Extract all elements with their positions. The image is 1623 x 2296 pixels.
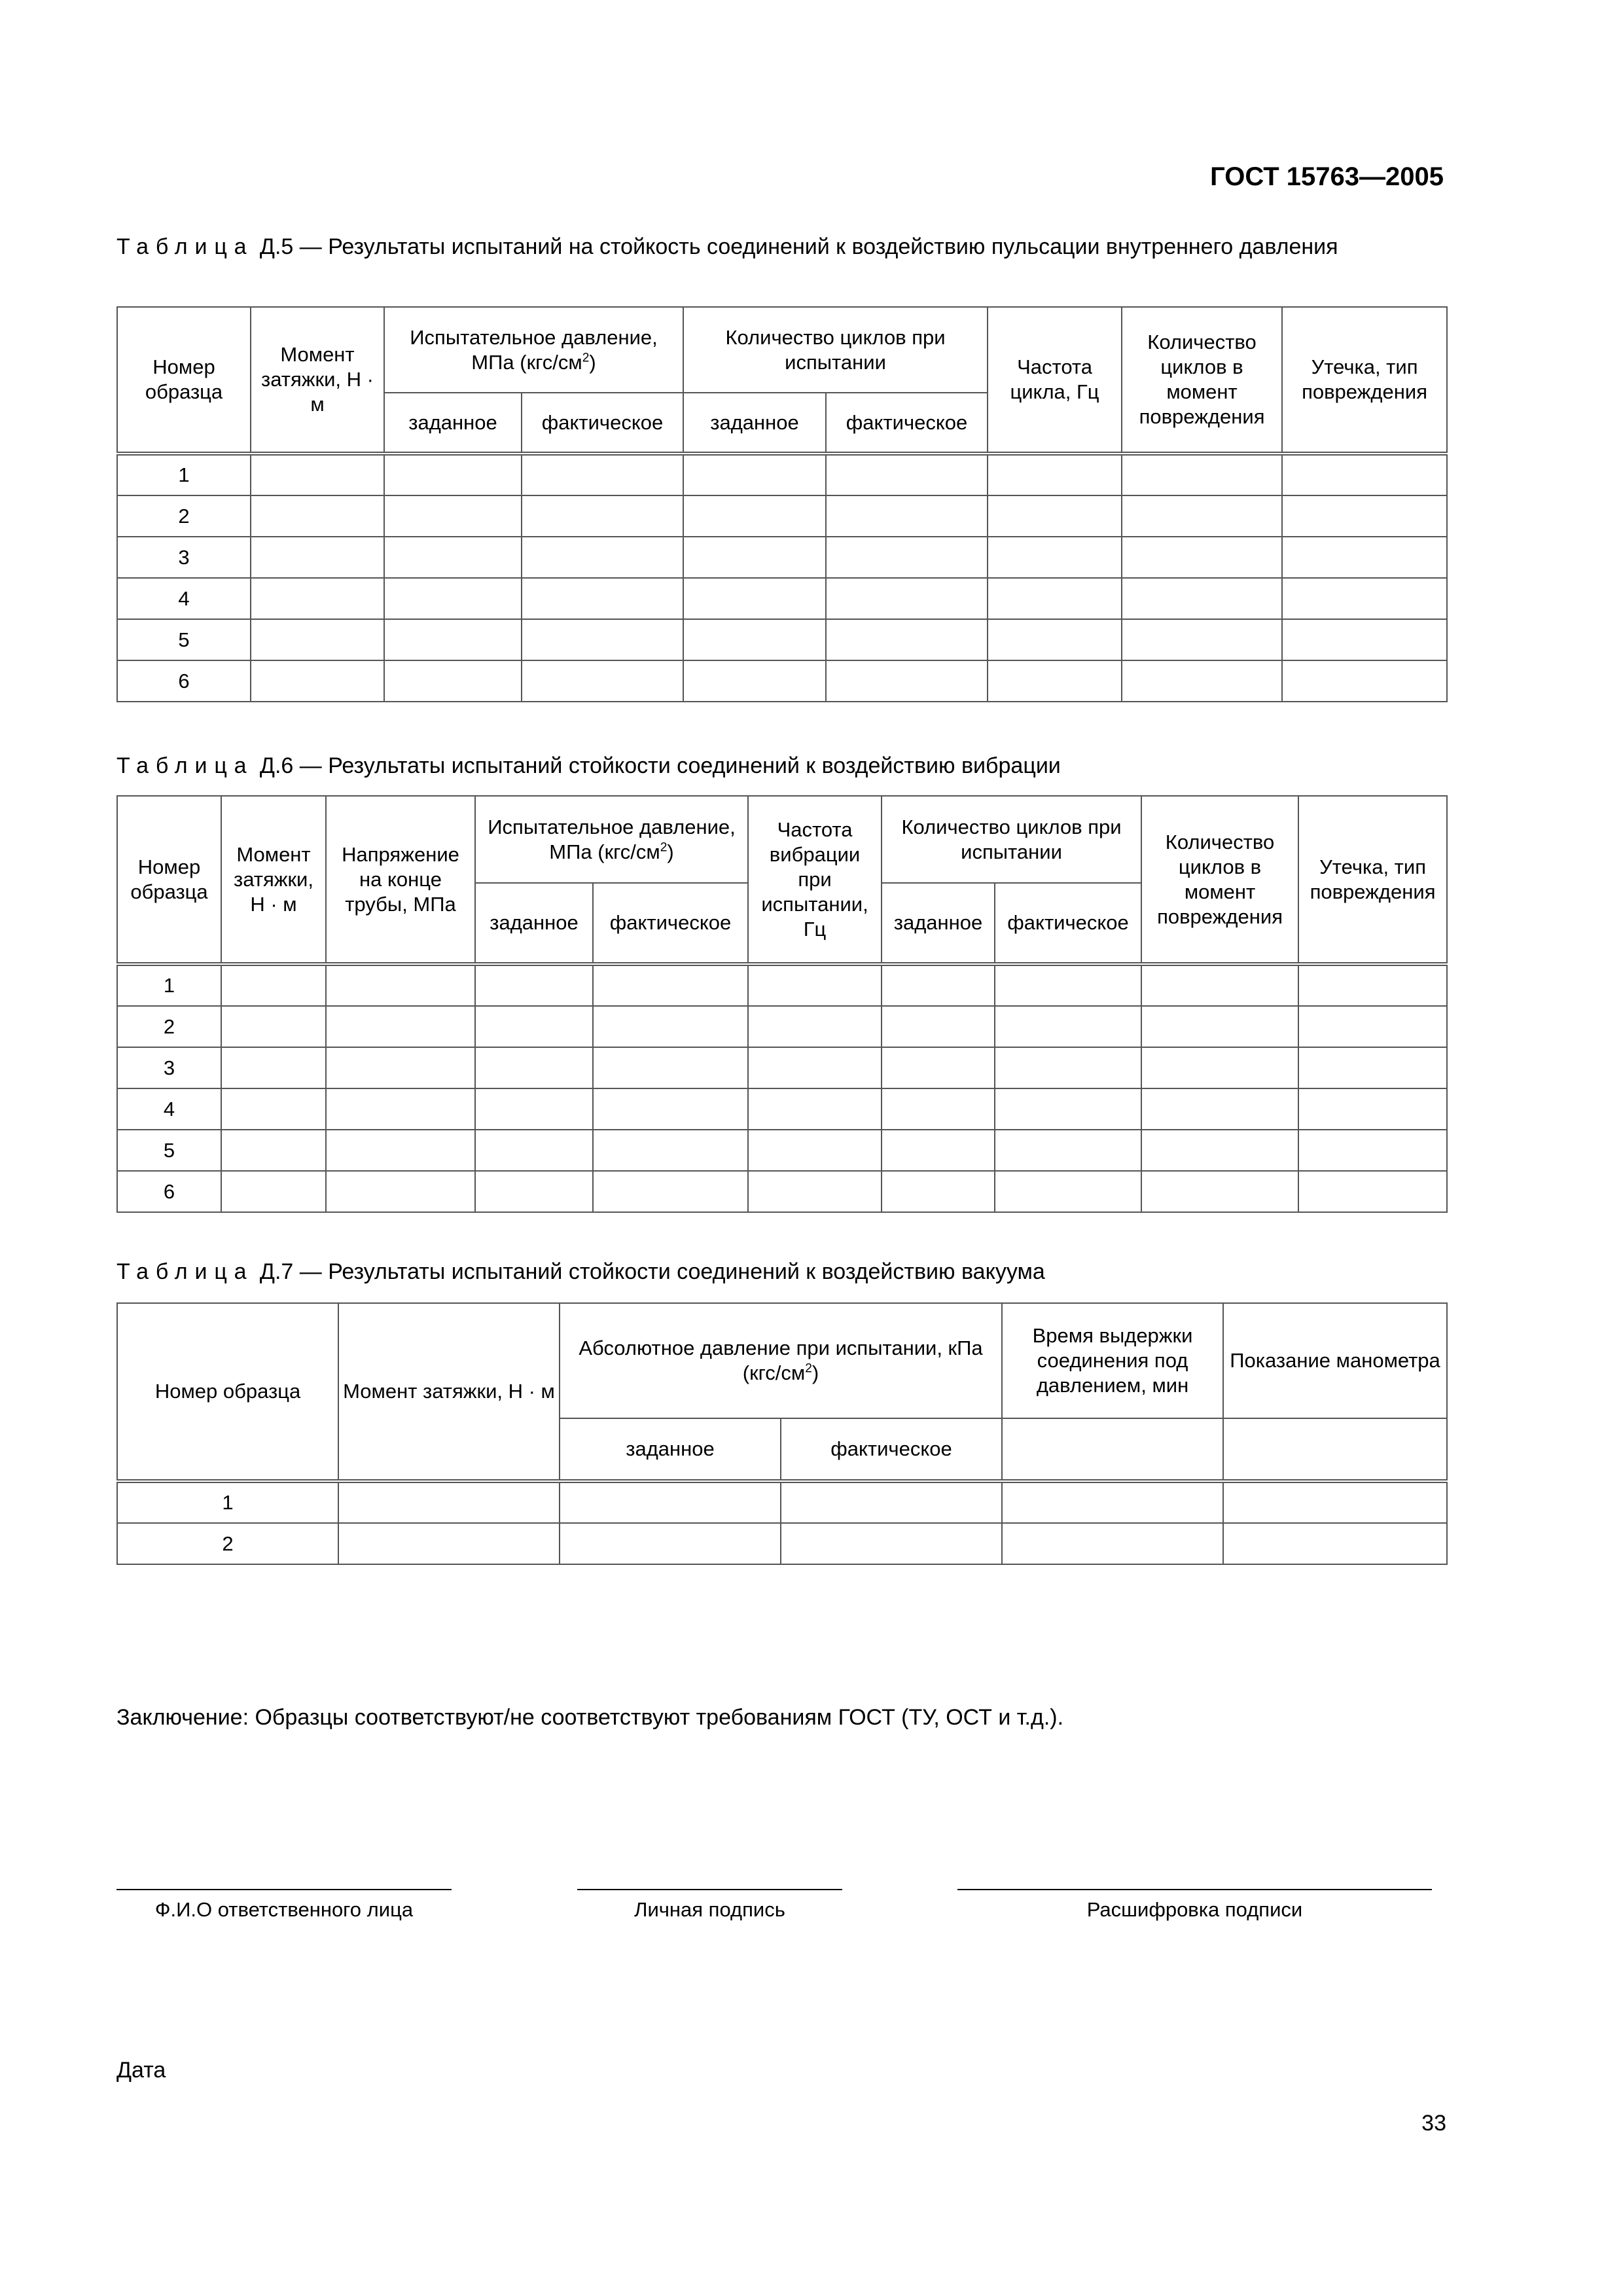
t6-header-leak: Утечка, тип повреждения bbox=[1298, 796, 1447, 964]
table-d7-caption bbox=[116, 1259, 1446, 1285]
table-d5-caption-word: Таблица bbox=[116, 234, 254, 259]
t6-sub-actual-pressure: фактическое bbox=[593, 883, 748, 964]
table-d7-caption-word: Таблица bbox=[116, 1259, 254, 1284]
row-number: 2 bbox=[117, 1523, 338, 1564]
t6-header-pressure: Испытательное давление, МПа $(кгс/см^2)$ bbox=[475, 796, 748, 883]
t6-header-cycles-damage: Количество циклов в момент повреждения bbox=[1141, 796, 1298, 964]
t6-sub-actual-cycles: фактическое bbox=[995, 883, 1141, 964]
t7-header-gauge: Показание манометра bbox=[1223, 1303, 1447, 1418]
table-d6-caption bbox=[116, 753, 1446, 779]
table-row bbox=[117, 660, 1447, 702]
table-d6 bbox=[116, 795, 1448, 1213]
t5-header-pressure: Испытательное давление, МПа $(кгс/см^2)$ bbox=[384, 307, 683, 393]
table-d5-caption-text: Д.5 — Результаты испытаний на стойкость соединений к воздействию пульсации внутреннего давления bbox=[253, 234, 1338, 259]
row-number: 5 bbox=[117, 619, 251, 660]
table-row bbox=[117, 578, 1447, 619]
t7-header-pressure: Абсолютное давление при испытании, кПа $(кгс/см^2)$ bbox=[560, 1303, 1002, 1418]
table-d5 bbox=[116, 306, 1448, 702]
row-number: 4 bbox=[117, 578, 251, 619]
date-label: Дата bbox=[116, 2058, 166, 2083]
row-number: 6 bbox=[117, 1171, 221, 1212]
t5-header-frequency: Частота цикла, Гц bbox=[988, 307, 1122, 454]
t5-sub-actual-pressure: фактическое bbox=[522, 393, 683, 454]
t5-header-number: Номер образца bbox=[117, 307, 251, 454]
t5-header-cycles-damage: Количество циклов в момент повреждения bbox=[1122, 307, 1282, 454]
t7-header-number: Номер образца bbox=[117, 1303, 338, 1481]
table-row bbox=[117, 1047, 1447, 1088]
t6-sub-set-cycles: заданное bbox=[882, 883, 995, 964]
table-row bbox=[117, 1130, 1447, 1171]
signature-decoding-line bbox=[957, 1889, 1432, 1890]
t6-header-frequency: Частота вибрации при испытании, Гц bbox=[748, 796, 882, 964]
personal-signature-label: Личная подпись bbox=[634, 1898, 785, 1921]
row-number: 1 bbox=[117, 454, 251, 495]
row-number: 2 bbox=[117, 495, 251, 537]
t5-sub-set-pressure: заданное bbox=[384, 393, 522, 454]
t5-header-leak: Утечка, тип повреждения bbox=[1282, 307, 1447, 454]
table-d6-caption-word: Таблица bbox=[116, 753, 254, 778]
row-number: 5 bbox=[117, 1130, 221, 1171]
t6-header-number: Номер образца bbox=[117, 796, 221, 964]
t7-header-hold-time: Время выдержки соединения под давлением, мин bbox=[1002, 1303, 1223, 1418]
name-signature-label: Ф.И.О ответственного лица bbox=[154, 1898, 414, 1921]
table-row bbox=[117, 619, 1447, 660]
t6-header-torque: Момент затяжки, Н · м bbox=[221, 796, 326, 964]
table-d7-caption-text: Д.7 — Результаты испытаний стойкости соединений к воздействию вакуума bbox=[253, 1259, 1045, 1284]
personal-signature-line bbox=[577, 1889, 842, 1890]
table-row bbox=[117, 1006, 1447, 1047]
table-d5-caption bbox=[116, 234, 1446, 260]
page-number: 33 bbox=[1421, 2111, 1446, 2136]
table-d7 bbox=[116, 1302, 1448, 1565]
t5-sub-set-cycles: заданное bbox=[683, 393, 826, 454]
table-row bbox=[117, 964, 1447, 1006]
t6-sub-set-pressure: заданное bbox=[475, 883, 593, 964]
row-number: 1 bbox=[117, 964, 221, 1006]
conclusion-text: Заключение: Образцы соответствуют/не соответствуют требованиям ГОСТ (ТУ, ОСТ и т.д.). bbox=[116, 1705, 1064, 1730]
table-d6-caption-text: Д.6 — Результаты испытаний стойкости соединений к воздействию вибрации bbox=[253, 753, 1061, 778]
signature-decoding-label: Расшифровка подписи bbox=[1086, 1898, 1303, 1921]
t5-header-cycles: Количество циклов при испытании bbox=[683, 307, 988, 393]
document-id: ГОСТ 15763—2005 bbox=[1210, 162, 1444, 191]
table-row bbox=[117, 454, 1447, 495]
t7-sub-actual-pressure: фактическое bbox=[781, 1418, 1002, 1481]
row-number: 3 bbox=[117, 1047, 221, 1088]
t5-header-torque: Момент затяжки, Н · м bbox=[251, 307, 384, 454]
table-row bbox=[117, 1523, 1447, 1564]
table-row bbox=[117, 1171, 1447, 1212]
table-row bbox=[117, 1481, 1447, 1523]
table-row bbox=[117, 1088, 1447, 1130]
row-number: 2 bbox=[117, 1006, 221, 1047]
row-number: 4 bbox=[117, 1088, 221, 1130]
row-number: 3 bbox=[117, 537, 251, 578]
t7-header-torque: Момент затяжки, Н · м bbox=[338, 1303, 560, 1481]
t6-header-stress: Напряжение на конце трубы, МПа bbox=[326, 796, 475, 964]
table-row bbox=[117, 495, 1447, 537]
row-number: 1 bbox=[117, 1481, 338, 1523]
row-number: 6 bbox=[117, 660, 251, 702]
t7-sub-set-pressure: заданное bbox=[560, 1418, 781, 1481]
name-signature-line bbox=[116, 1889, 452, 1890]
t5-sub-actual-cycles: фактическое bbox=[826, 393, 988, 454]
t6-header-cycles: Количество циклов при испытании bbox=[882, 796, 1141, 883]
table-row bbox=[117, 537, 1447, 578]
